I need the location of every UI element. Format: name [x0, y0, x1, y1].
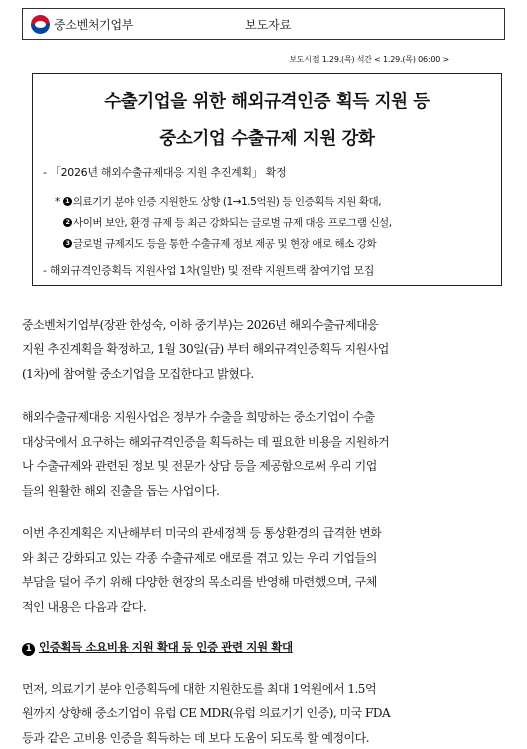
paragraph-line: 적인 내용은 다음과 같다.	[22, 600, 147, 614]
ministry-logo	[23, 9, 193, 39]
paragraph-line: 대상국에서 요구하는 해외규격인증을 획득하는 데 필요한 비용을 지원하거	[22, 435, 390, 449]
header-box	[22, 8, 505, 40]
paragraph-line: 먼저, 의료기기 분야 인증획득에 대한 지원한도를 최대 1억원에서 1.5억	[22, 682, 377, 696]
main-title-line2: 중소기업 수출규제 지원 강화	[159, 129, 375, 149]
paragraph-line: 해외수출규제대응 지원사업은 정부가 수출을 희망하는 중소기업이 수출	[22, 410, 375, 424]
bullet-item	[63, 215, 392, 230]
paragraph-line: 원까지 상향해 중소기업이 유럽 CE MDR(유럽 의료기기 인증), 미국 FDA	[22, 706, 391, 720]
circled-number-icon: 1	[22, 643, 35, 656]
bullet-text: 의료기기 분야 인증 지원한도 상향 (1→1.5억원) 등 인증획득 지원 확대,	[72, 196, 382, 208]
taegeuk-emblem-icon	[31, 15, 50, 34]
ministry-name: 중소벤처기업부	[54, 17, 134, 32]
bullet-item	[55, 194, 381, 209]
subtitle-recruitment: - 해외규격인증획득 지원사업 1차(일반) 및 전략 지원트랙 참여기업 모집	[43, 264, 375, 277]
paragraph-line: 등과 같은 고비용 인증을 획득하는 데 보다 도움이 되도록 할 예정이다.	[22, 731, 370, 745]
paragraph-line: 이번 추진계획은 지난해부터 미국의 관세정책 등 통상환경의 급격한 변화	[22, 526, 382, 540]
circled-number-icon: 3	[63, 239, 72, 248]
subtitle-plan: - 「2026년 해외수출규제대응 지원 추진계획」 확정	[43, 166, 287, 179]
doc-type-label: 보도자료	[245, 17, 292, 32]
release-time: 보도시점 1.29.(목) 석간 < 1.29.(목) 06:00 >	[289, 55, 449, 64]
bullet-asterisk: *	[55, 196, 63, 208]
paragraph-line: 지원 추진계획을 확정하고, 1월 30일(금) 부터 해외규격인증획득 지원사업	[22, 342, 389, 356]
paragraph-line: 중소벤처기업부(장관 한성숙, 이하 중기부)는 2026년 해외수출규제대응	[22, 318, 379, 332]
circled-number-icon: 1	[63, 197, 72, 206]
paragraph-line: 나 수출규제와 관련된 정보 및 전문가 상담 등을 제공함으로써 우리 기업	[22, 459, 377, 473]
section-heading-text: 인증획득 소요비용 지원 확대 등 인증 관련 지원 확대	[39, 640, 293, 654]
paragraph-line: 부담을 덜어 주기 위해 다양한 현장의 목소리를 반영해 마련했으며, 구체	[22, 575, 377, 589]
paragraph-line: 와 최근 강화되고 있는 각종 수출규제로 애로를 겪고 있는 우리 기업들의	[22, 551, 377, 565]
bullet-text: 사이버 보안, 환경 규제 등 최근 강화되는 글로벌 규제 대응 프로그램 신설,	[73, 217, 392, 229]
main-title-line1: 수출기업을 위한 해외규격인증 획득 지원 등	[104, 92, 430, 112]
title-box	[32, 73, 502, 286]
bullet-text: 글로벌 규제지도 등을 통한 수출규제 정보 제공 및 현장 애로 해소 강화	[73, 238, 377, 250]
bullet-item	[63, 236, 376, 251]
paragraph-line: (1차)에 참여할 중소기업을 모집한다고 밝혔다.	[22, 367, 254, 381]
section-heading	[22, 639, 293, 656]
paragraph-line: 들의 원활한 해외 진출을 돕는 사업이다.	[22, 484, 220, 498]
circled-number-icon: 2	[63, 218, 72, 227]
